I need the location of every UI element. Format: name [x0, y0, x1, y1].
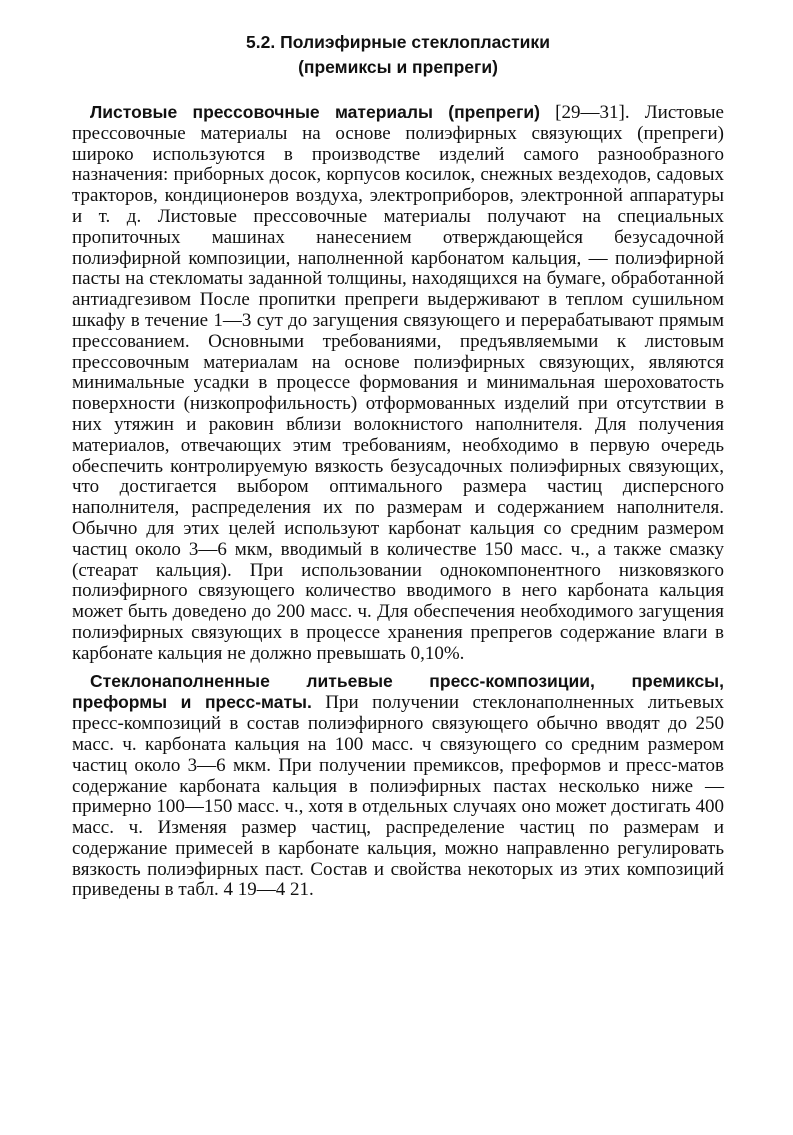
paragraph-premixes: [72, 671, 724, 902]
paragraph-body-premixes: При получении стеклонаполненных литьевых пресс-композиций в состав полиэфирного связующего обычно вводят до 250 масс. ч. карбоната кальция на 100 масс. ч связующего со средним размером частиц около 3—6 мкм. При получении премиксов, преформов и пресс-матов содержание карбоната кальция в полиэфирных пастах несколько ниже — примерно 100—150 масс. ч., хотя в отдельных случаях оно может достигать 400 масс. ч. Изменяя размер частиц, распределение частиц по размерам и содержание примесей в карбонате кальция, можно направленно регулировать вязкость полиэфирных паст. Состав и свойства некоторых из этих композиций приведены в табл. 4 19—4 21.: [72, 692, 725, 901]
section-title-line-1: [72, 30, 724, 55]
section-heading: [72, 30, 724, 80]
section-number: 5.2.: [246, 32, 276, 52]
document-page: [72, 30, 724, 901]
section-subtitle: (премиксы и препреги): [298, 57, 498, 77]
paragraph-prepregs: [72, 102, 724, 665]
paragraph-body-prepregs: [29—31]. Листовые прессовочные материалы на основе полиэфирных связующих (препреги) широко используются в производстве изделий самого разнообразного назначения: приборных досок, корпусов косилок, снежных вездеходов, садовых тракторов, кондиционеров воздуха, электроприборов, электронной аппаратуры и т. д. Листовые прессовочные материалы получают на специальных пропиточных машинах нанесением отверждающейся безусадочной полиэфирной композиции, наполненной карбонатом кальция, — полиэфирной пасты на стекломаты заданной толщины, находящихся на бумаге, обработанной антиадгезивом После пропитки препреги выдерживают в теплом сушильном шкафу в течение 1—3 сут до загущения связующего и перерабатывают прямым прессованием. Основными требованиями, предъявляемыми к листовым прессовочным материалам на основе полиэфирных связующих, являются минимальные усадки в процессе формования и минимальная шероховатость поверхности (низкопрофильность) отформованных изделий при отсутствии в них утяжин и раковин вблизи волокнистого наполнителя. Для получения материалов, отвечающих этим требованиям, необходимо в первую очередь обеспечить контролируемую вязкость безусадочных полиэфирных связующих, что достигается выбором оптимального размера частиц дисперсного наполнителя, распределения их по размерам и содержанием наполнителя. Обычно для этих целей используют карбонат кальция со средним размером частиц около 3—6 мкм, вводимый в количестве 150 масс. ч., а также смазку (стеарат кальция). При использовании однокомпонентного низковязкого полиэфирного связующего количество вводимого в него карбоната кальция может быть доведено до 200 масс. ч. Для обеспечения необходимого загущения полиэфирных связующих в процессе хранения препрегов содержание влаги в карбонате кальция не должно превышать 0,10%.: [72, 102, 724, 664]
paragraph-lead-premixes: Стеклонаполненные литьевые пресс-композиции, премиксы, преформы и пресс-маты.: [72, 670, 724, 713]
paragraph-lead-prepregs: Листовые прессовочные материалы (препреги): [90, 102, 540, 122]
section-title: Полиэфирные стеклопластики: [280, 32, 550, 52]
